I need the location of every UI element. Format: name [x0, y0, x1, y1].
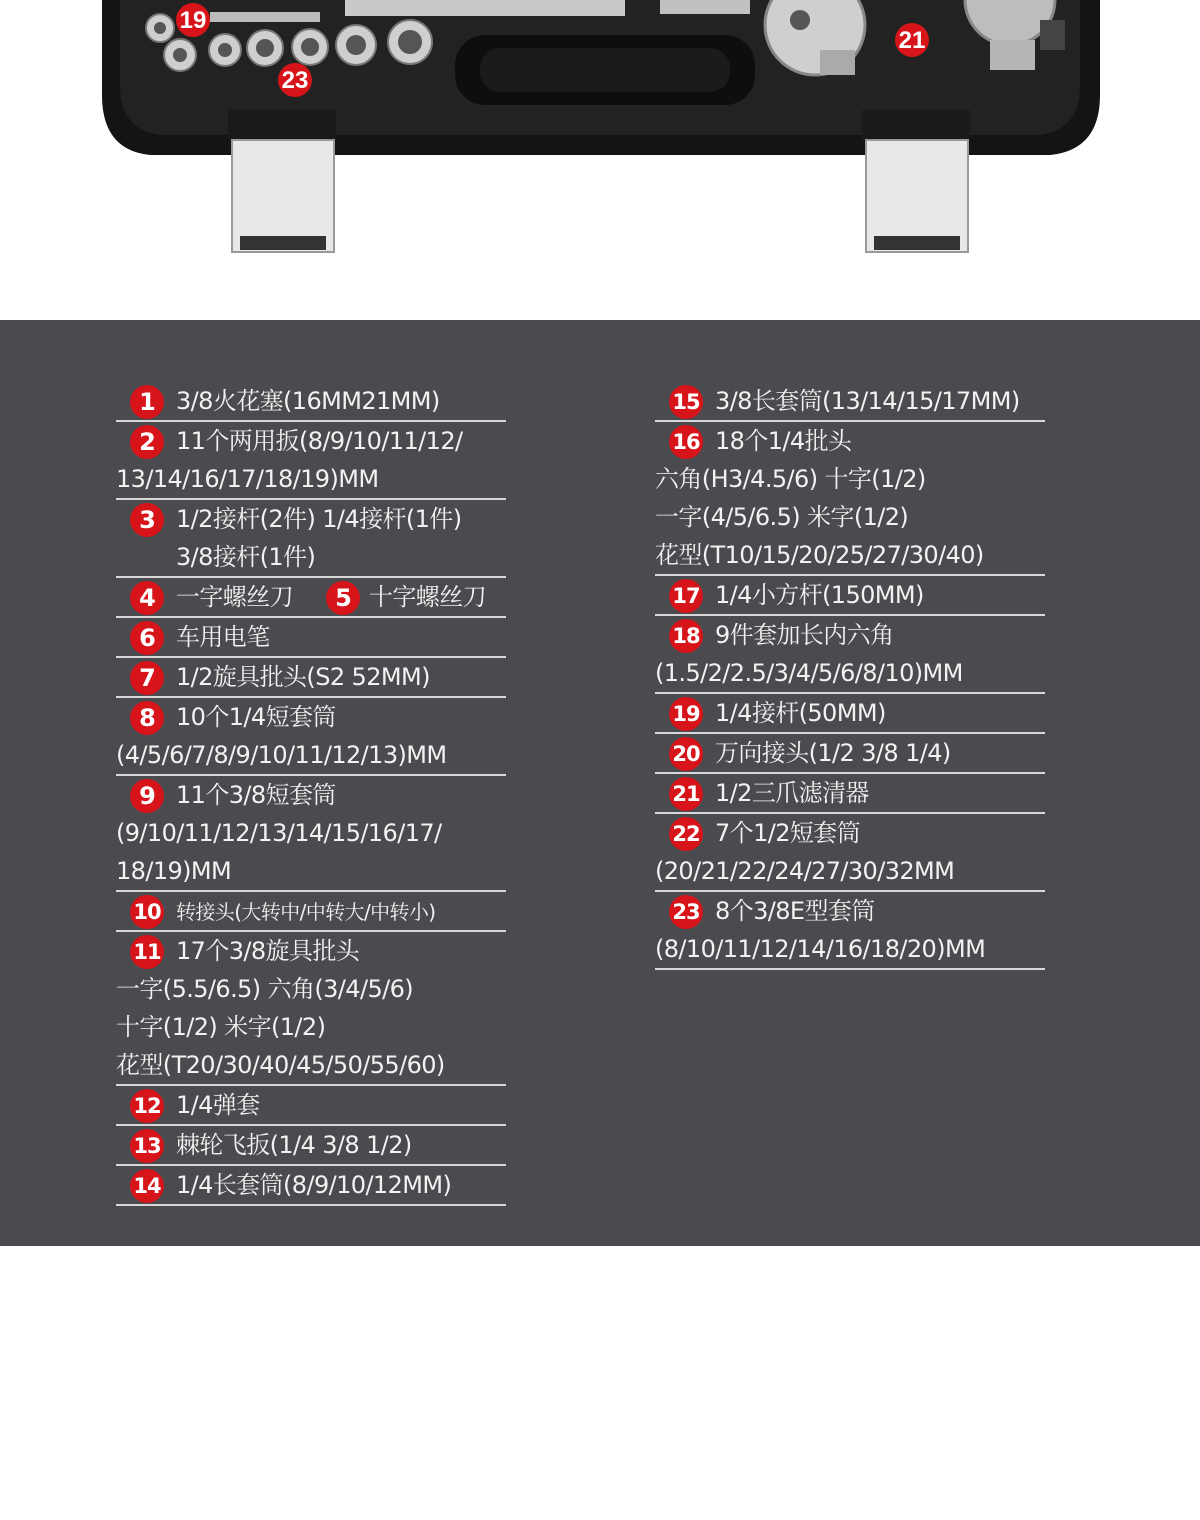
item-title-line [655, 814, 1045, 852]
parts-list-item [655, 382, 1045, 422]
item-detail: (9/10/11/12/13/14/15/16/17/ [116, 819, 442, 847]
item-detail: 18/19)MM [116, 857, 232, 885]
item-number-badge: 19 [669, 697, 703, 731]
parts-list-item [655, 814, 1045, 892]
item-detail: (20/21/22/24/27/30/32MM [655, 857, 955, 885]
item-number-badge: 5 [326, 581, 360, 615]
item-detail: 花型(T10/15/20/25/27/30/40) [655, 541, 984, 569]
parts-list-item [655, 422, 1045, 576]
parts-list-item [655, 734, 1045, 774]
parts-list-item [655, 774, 1045, 814]
item-title-line [116, 658, 506, 696]
item-label: 1/2三爪滤清器 [715, 779, 869, 807]
item-detail: 一字(5.5/6.5) 六角(3/4/5/6) [116, 975, 414, 1003]
item-detail-line [116, 736, 506, 774]
item-number-badge: 23 [669, 895, 703, 929]
parts-list-item [116, 698, 506, 776]
item-number-badge: 1 [130, 385, 164, 419]
item-label: 1/2接杆(2件) 1/4接杆(1件) [176, 505, 462, 533]
item-title-line [116, 578, 506, 616]
parts-list-item [116, 658, 506, 698]
item-title-line [655, 576, 1045, 614]
parts-list-item [655, 576, 1045, 616]
parts-list-item [655, 616, 1045, 694]
item-label: 1/4弹套 [176, 1091, 260, 1119]
item-title-line [116, 1166, 506, 1204]
item-detail: 花型(T20/30/40/45/50/55/60) [116, 1051, 445, 1079]
item-detail-line [655, 930, 1045, 968]
parts-list-item [116, 892, 506, 932]
parts-list-item [116, 422, 506, 500]
parts-list-item [116, 618, 506, 658]
item-number-badge: 20 [669, 737, 703, 771]
item-title-line [116, 1126, 506, 1164]
item-detail: 十字(1/2) 米字(1/2) [116, 1013, 326, 1041]
item-number-badge: 11 [130, 935, 164, 969]
item-label: 18个1/4批头 [715, 427, 852, 455]
item-title-line [116, 698, 506, 736]
item-label: 9件套加长内六角 [715, 621, 894, 649]
item-number-badge: 21 [669, 777, 703, 811]
item-label: 10个1/4短套筒 [176, 703, 336, 731]
parts-list-right-column [655, 382, 1045, 970]
item-number-badge: 13 [130, 1129, 164, 1163]
item-detail: 六角(H3/4.5/6) 十字(1/2) [655, 465, 926, 493]
item-title-line [116, 892, 506, 930]
item-label: 3/8火花塞(16MM21MM) [176, 387, 440, 415]
item-title-line [655, 616, 1045, 654]
item-label: 万向接头(1/2 3/8 1/4) [715, 739, 951, 767]
item-number-badge: 9 [130, 779, 164, 813]
item-number-badge: 8 [130, 701, 164, 735]
item-label: 3/8长套筒(13/14/15/17MM) [715, 387, 1020, 415]
item-label: 17个3/8旋具批头 [176, 937, 360, 965]
item-title-line [655, 422, 1045, 460]
item-label: 8个3/8E型套筒 [715, 897, 875, 925]
item-number-badge: 2 [130, 425, 164, 459]
parts-list-item [655, 892, 1045, 970]
item-title-line [116, 422, 506, 460]
callout-21-label: 21 [898, 27, 926, 54]
parts-list-item [116, 578, 506, 618]
parts-list-item [116, 1126, 506, 1166]
item-number-badge: 10 [130, 895, 164, 929]
item-detail: (8/10/11/12/14/16/18/20)MM [655, 935, 986, 963]
item-detail: (1.5/2/2.5/3/4/5/6/8/10)MM [655, 659, 963, 687]
item-detail-line [116, 1046, 506, 1084]
item-detail: 13/14/16/17/18/19)MM [116, 465, 379, 493]
parts-list-left-column [116, 382, 506, 1206]
item-label: 转接头(大转中/中转大/中转小) [176, 900, 436, 924]
item-title-line [655, 892, 1045, 930]
item-number-badge: 17 [669, 579, 703, 613]
tool-case-photo [0, 0, 1200, 320]
item-label: 11个3/8短套筒 [176, 781, 336, 809]
item-title-line [655, 694, 1045, 732]
item-title-line [116, 500, 506, 538]
item-number-badge: 6 [130, 621, 164, 655]
item-label: 十字螺丝刀 [369, 583, 486, 611]
item-label: 1/4小方杆(150MM) [715, 581, 924, 609]
item-number-badge: 14 [130, 1169, 164, 1203]
item-detail-line [116, 1008, 506, 1046]
item-label: 11个两用扳(8/9/10/11/12/ [176, 427, 463, 455]
item-detail-line [116, 538, 506, 576]
item-title-line [655, 382, 1045, 420]
item-number-badge: 16 [669, 425, 703, 459]
item-label: 一字螺丝刀 [176, 583, 293, 611]
item-label: 1/2旋具批头(S2 52MM) [176, 663, 430, 691]
item-detail-line [655, 852, 1045, 890]
item-detail-line [655, 460, 1045, 498]
callout-19-label: 19 [179, 7, 207, 34]
parts-list-panel [0, 320, 1200, 1246]
parts-list-item [116, 1086, 506, 1126]
item-detail-line [116, 460, 506, 498]
item-label: 1/4长套筒(8/9/10/12MM) [176, 1171, 452, 1199]
parts-list-item [116, 1166, 506, 1206]
item-label: 7个1/2短套筒 [715, 819, 861, 847]
item-number-badge: 4 [130, 581, 164, 615]
item-number-badge: 18 [669, 619, 703, 653]
item-detail: 一字(4/5/6.5) 米字(1/2) [655, 503, 909, 531]
item-title-line [116, 932, 506, 970]
item-detail-line [116, 970, 506, 1008]
item-detail: 3/8接杆(1件) [176, 543, 316, 571]
item-title-line [655, 734, 1045, 772]
item-label: 1/4接杆(50MM) [715, 699, 886, 727]
item-label: 车用电笔 [176, 623, 270, 651]
item-number-badge: 15 [669, 385, 703, 419]
item-number-badge: 7 [130, 661, 164, 695]
parts-list-item [655, 694, 1045, 734]
parts-list-item [116, 382, 506, 422]
item-number-badge: 12 [130, 1089, 164, 1123]
item-title-line [116, 1086, 506, 1124]
item-title-line [116, 382, 506, 420]
item-detail: (4/5/6/7/8/9/10/11/12/13)MM [116, 741, 447, 769]
item-title-line [116, 618, 506, 656]
parts-list-item [116, 776, 506, 892]
item-title-line [116, 776, 506, 814]
item-detail-line [655, 498, 1045, 536]
callout-23-label: 23 [281, 67, 309, 94]
item-detail-line [655, 654, 1045, 692]
item-detail-line [116, 852, 506, 890]
item-detail-line [116, 814, 506, 852]
parts-list-item [116, 932, 506, 1086]
item-title-line [655, 774, 1045, 812]
item-number-badge: 22 [669, 817, 703, 851]
parts-list-item [116, 500, 506, 578]
item-number-badge: 3 [130, 503, 164, 537]
item-label: 棘轮飞扳(1/4 3/8 1/2) [176, 1131, 412, 1159]
item-detail-line [655, 536, 1045, 574]
